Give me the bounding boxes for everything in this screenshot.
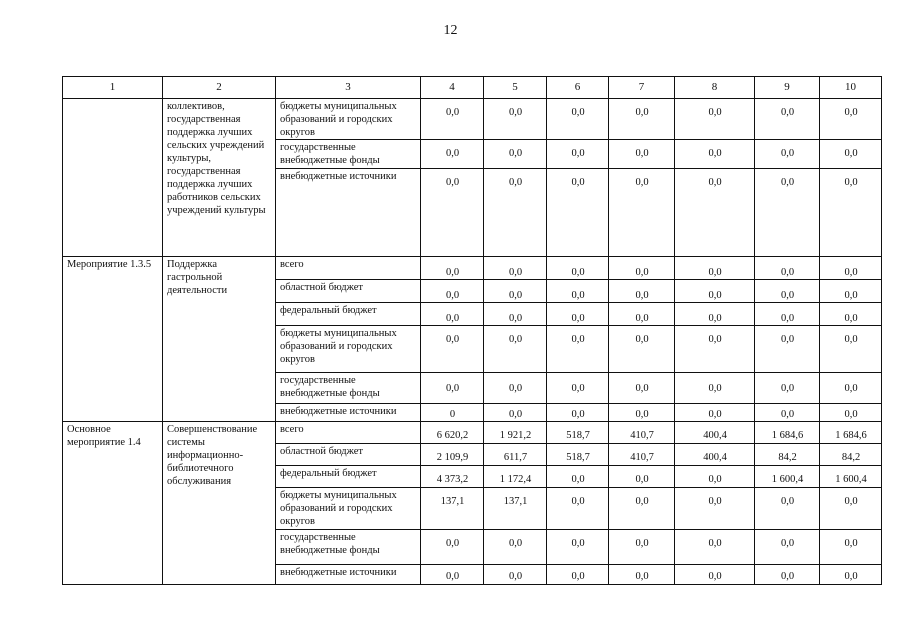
value-cell: 0,0 (675, 257, 755, 280)
funding-source-cell: государственные внебюджетные фонды (276, 530, 421, 565)
event-name-cell: коллективов, государственная поддержка лучших сельских учреждений культуры, государственная поддержка лучших работников сельских учреждений культуры (163, 99, 276, 257)
funding-source-cell: внебюджетные источники (276, 404, 421, 422)
value-cell: 1 600,4 (755, 466, 820, 488)
funding-source-cell: государственные внебюджетные фонды (276, 373, 421, 404)
value-cell: 0,0 (820, 169, 882, 257)
value-cell: 0,0 (609, 488, 675, 530)
value-cell: 0,0 (675, 466, 755, 488)
value-cell: 0,0 (547, 169, 609, 257)
value-cell: 0,0 (675, 565, 755, 585)
header-row (63, 77, 882, 99)
value-cell: 0,0 (547, 99, 609, 140)
header-cell: 9 (755, 77, 820, 99)
value-cell: 0,0 (609, 169, 675, 257)
value-cell: 0,0 (421, 140, 484, 169)
value-cell: 611,7 (484, 444, 547, 466)
value-cell: 0,0 (755, 257, 820, 280)
value-cell: 0,0 (755, 404, 820, 422)
page-number: 12 (443, 23, 458, 38)
value-cell: 0,0 (820, 565, 882, 585)
value-cell: 0,0 (609, 373, 675, 404)
event-code-cell (63, 99, 163, 257)
value-cell: 0,0 (820, 373, 882, 404)
value-cell: 518,7 (547, 444, 609, 466)
value-cell: 0,0 (609, 326, 675, 373)
table-row (63, 99, 882, 140)
value-cell: 0,0 (484, 530, 547, 565)
value-cell: 1 172,4 (484, 466, 547, 488)
value-cell: 0,0 (421, 530, 484, 565)
value-cell: 0,0 (675, 373, 755, 404)
value-cell: 0,0 (755, 488, 820, 530)
value-cell: 0,0 (755, 373, 820, 404)
value-cell: 410,7 (609, 444, 675, 466)
table-row (63, 422, 882, 444)
value-cell: 1 684,6 (820, 422, 882, 444)
value-cell: 137,1 (421, 488, 484, 530)
value-cell: 84,2 (820, 444, 882, 466)
value-cell: 0,0 (609, 565, 675, 585)
header-cell: 10 (820, 77, 882, 99)
value-cell: 0,0 (547, 466, 609, 488)
funding-source-cell: всего (276, 257, 421, 280)
value-cell: 0,0 (675, 303, 755, 326)
value-cell: 0,0 (675, 326, 755, 373)
value-cell: 518,7 (547, 422, 609, 444)
value-cell: 0,0 (484, 373, 547, 404)
value-cell: 84,2 (755, 444, 820, 466)
value-cell: 0,0 (547, 326, 609, 373)
header-cell: 1 (63, 77, 163, 99)
value-cell: 1 600,4 (820, 466, 882, 488)
value-cell: 0,0 (484, 404, 547, 422)
value-cell: 0,0 (675, 99, 755, 140)
value-cell: 0,0 (547, 404, 609, 422)
value-cell: 0,0 (547, 303, 609, 326)
funding-source-cell: федеральный бюджет (276, 466, 421, 488)
value-cell: 0,0 (421, 280, 484, 303)
value-cell: 0,0 (547, 488, 609, 530)
event-name-cell: Совершенствование системы информационно-библиотечного обслуживания (163, 422, 276, 585)
value-cell: 0,0 (820, 488, 882, 530)
value-cell: 0,0 (755, 565, 820, 585)
value-cell: 0,0 (820, 404, 882, 422)
event-code-cell: Мероприятие 1.3.5 (63, 257, 163, 422)
value-cell: 0,0 (609, 303, 675, 326)
value-cell: 0,0 (421, 257, 484, 280)
value-cell: 0,0 (484, 280, 547, 303)
funding-source-cell: бюджеты муниципальных образований и городских округов (276, 326, 421, 373)
value-cell: 0,0 (609, 99, 675, 140)
value-cell: 0,0 (675, 140, 755, 169)
value-cell: 0,0 (755, 303, 820, 326)
funding-source-cell: внебюджетные источники (276, 565, 421, 585)
value-cell: 400,4 (675, 444, 755, 466)
value-cell: 0,0 (820, 280, 882, 303)
value-cell: 0,0 (755, 99, 820, 140)
value-cell: 0,0 (609, 530, 675, 565)
funding-source-cell: бюджеты муниципальных образований и городских округов (276, 99, 421, 140)
value-cell: 0,0 (820, 140, 882, 169)
funding-source-cell: областной бюджет (276, 280, 421, 303)
event-code-cell: Основное мероприятие 1.4 (63, 422, 163, 585)
value-cell: 0,0 (675, 404, 755, 422)
value-cell: 0,0 (421, 326, 484, 373)
funding-source-cell: государственные внебюджетные фонды (276, 140, 421, 169)
value-cell: 0,0 (755, 140, 820, 169)
value-cell: 0,0 (484, 169, 547, 257)
value-cell: 0,0 (547, 140, 609, 169)
value-cell: 0,0 (421, 565, 484, 585)
header-cell: 7 (609, 77, 675, 99)
table-row (63, 257, 882, 280)
value-cell: 0,0 (484, 140, 547, 169)
value-cell: 0,0 (609, 280, 675, 303)
value-cell: 0,0 (820, 530, 882, 565)
value-cell: 0,0 (675, 488, 755, 530)
value-cell: 0,0 (421, 303, 484, 326)
funding-source-cell: областной бюджет (276, 444, 421, 466)
value-cell: 1 684,6 (755, 422, 820, 444)
value-cell: 0,0 (820, 257, 882, 280)
value-cell: 0,0 (755, 169, 820, 257)
value-cell: 0,0 (421, 373, 484, 404)
funding-source-cell: бюджеты муниципальных образований и городских округов (276, 488, 421, 530)
value-cell: 0,0 (547, 530, 609, 565)
value-cell: 0,0 (484, 565, 547, 585)
value-cell: 0,0 (484, 326, 547, 373)
value-cell: 0,0 (820, 99, 882, 140)
funding-source-cell: всего (276, 422, 421, 444)
value-cell: 0,0 (755, 280, 820, 303)
value-cell: 0,0 (675, 280, 755, 303)
value-cell: 0,0 (547, 280, 609, 303)
value-cell: 0,0 (484, 99, 547, 140)
header-cell: 4 (421, 77, 484, 99)
event-name-cell: Поддержка гастрольной деятельности (163, 257, 276, 422)
value-cell: 4 373,2 (421, 466, 484, 488)
value-cell: 0,0 (820, 326, 882, 373)
budget-table (62, 76, 882, 585)
header-cell: 8 (675, 77, 755, 99)
value-cell: 0,0 (675, 530, 755, 565)
value-cell: 1 921,2 (484, 422, 547, 444)
value-cell: 0,0 (609, 404, 675, 422)
value-cell: 2 109,9 (421, 444, 484, 466)
value-cell: 0,0 (421, 99, 484, 140)
value-cell: 0,0 (547, 565, 609, 585)
funding-source-cell: внебюджетные источники (276, 169, 421, 257)
header-cell: 2 (163, 77, 276, 99)
value-cell: 0,0 (484, 257, 547, 280)
value-cell: 0,0 (755, 326, 820, 373)
value-cell: 0,0 (484, 303, 547, 326)
value-cell: 0,0 (609, 140, 675, 169)
value-cell: 0,0 (609, 257, 675, 280)
value-cell: 400,4 (675, 422, 755, 444)
funding-source-cell: федеральный бюджет (276, 303, 421, 326)
value-cell: 6 620,2 (421, 422, 484, 444)
value-cell: 0 (421, 404, 484, 422)
value-cell: 137,1 (484, 488, 547, 530)
value-cell: 0,0 (675, 169, 755, 257)
header-cell: 3 (276, 77, 421, 99)
value-cell: 410,7 (609, 422, 675, 444)
value-cell: 0,0 (547, 257, 609, 280)
header-cell: 6 (547, 77, 609, 99)
value-cell: 0,0 (421, 169, 484, 257)
value-cell: 0,0 (547, 373, 609, 404)
value-cell: 0,0 (609, 466, 675, 488)
header-cell: 5 (484, 77, 547, 99)
value-cell: 0,0 (820, 303, 882, 326)
value-cell: 0,0 (755, 530, 820, 565)
